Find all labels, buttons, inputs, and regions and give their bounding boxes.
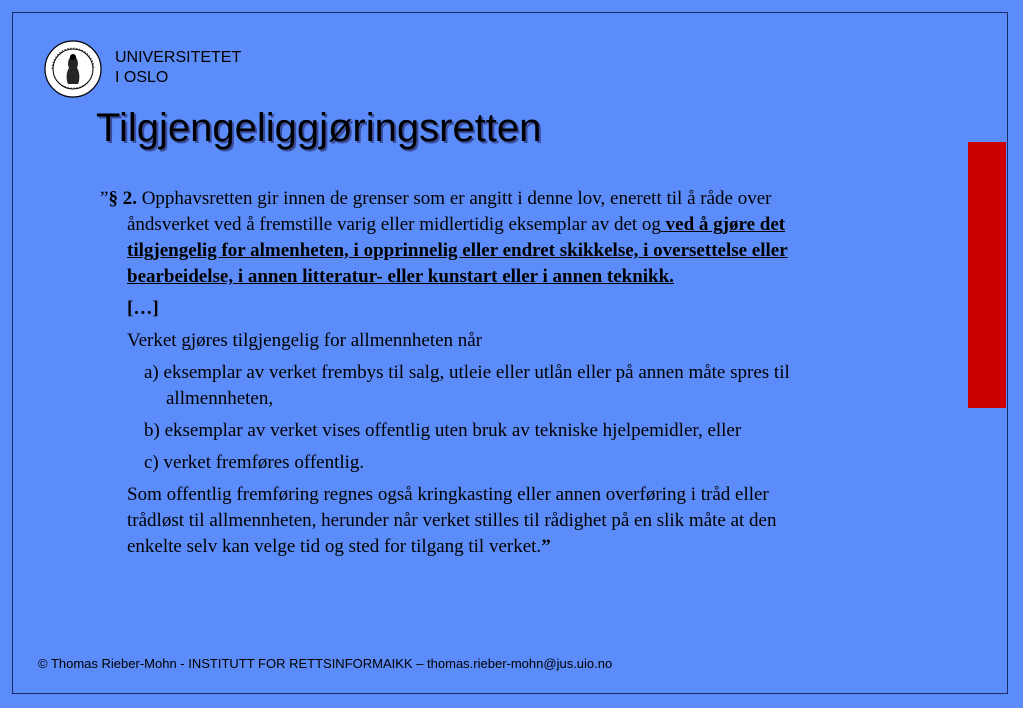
paragraph-plain-text: Opphavsretten gir innen de grenser som er angitt i denne lov, enerett til å råde over åndsverket ved å fremstille varig eller midlertidig eksemplar av det og — [127, 188, 772, 235]
closing-paragraph — [127, 482, 810, 560]
footer-credit: © Thomas Rieber-Mohn - INSTITUTT FOR RETTSINFORMAIKK – thomas.rieber-mohn@jus.uio.no — [38, 656, 613, 671]
intro-line: Verket gjøres tilgjengelig for allmennheten når — [127, 330, 483, 351]
university-seal-icon — [44, 40, 102, 98]
university-line2: I OSLO — [115, 69, 169, 86]
ellipsis: […] — [127, 298, 159, 319]
slide-title: Tilgjengeliggjøringsretten — [96, 106, 542, 150]
list-item-c: c) verket fremføres offentlig. — [144, 452, 365, 473]
university-name — [115, 48, 241, 88]
law-paragraph — [100, 186, 810, 290]
slide-body — [100, 186, 810, 560]
open-quote: ” — [100, 188, 109, 209]
list-item-b: b) eksemplar av verket vises offentlig uten bruk av tekniske hjelpemidler, eller — [144, 420, 742, 441]
section-number: § 2. — [108, 188, 137, 209]
paragraph-emphasis-text: ved å gjøre det tilgjengelig for almenheten, i opprinnelig eller endret skikkelse, i oversettelse eller bearbeidelse, i annen litteratur- eller kunstart eller i annen teknikk. — [127, 214, 788, 287]
closing-text: Som offentlig fremføring regnes også kringkasting eller annen overføring i tråd eller trådløst til allmennheten, herunder når verket stilles til rådighet på en slik måte at den enkelte selv kan velge tid og sted for tilgang til verket. — [127, 484, 777, 557]
university-line1: UNIVERSITETET — [115, 49, 242, 66]
closing-quote: ” — [541, 536, 551, 557]
list-item-a: a) eksemplar av verket frembys til salg, utleie eller utlån eller på annen måte spres til allmennheten, — [144, 362, 790, 409]
red-accent-bar — [968, 142, 1006, 408]
